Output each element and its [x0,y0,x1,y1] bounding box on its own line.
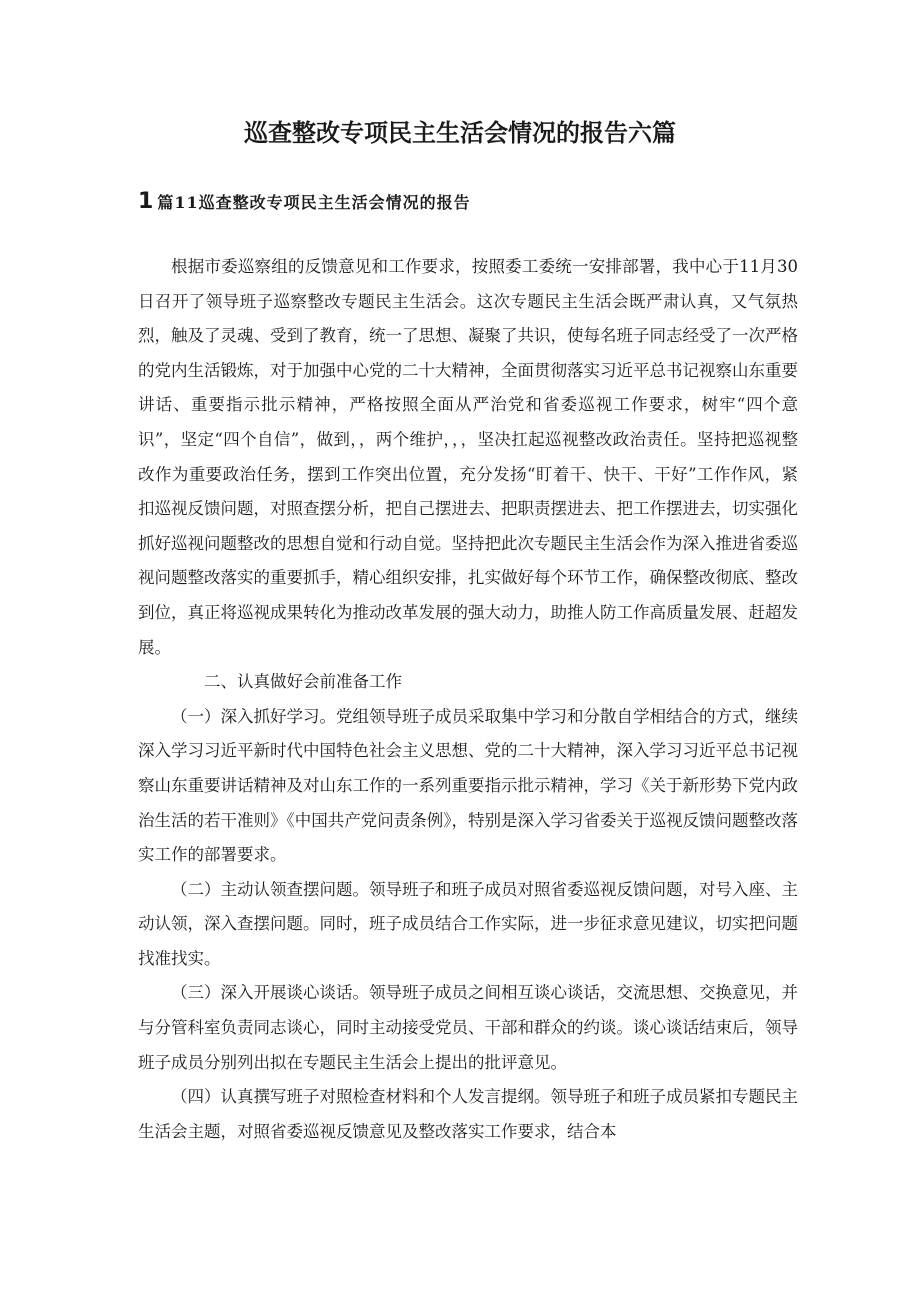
section-number: 1 [138,189,154,214]
paragraph-problems: （二）主动认领查摆问题。领导班子和班子成员对照省委巡视反馈问题，对号入座、主动认领，深入查摆问题。同时，班子成员结合工作实际，进一步征求意见建议，切实把问题找准找实。 [138,879,798,968]
paragraph-talks: （三）深入开展谈心谈话。领导班子成员之间相互谈心谈话，交流思想、交换意见，并与分管科室负责同志谈心，同时主动接受党员、干部和群众的约谈。谈心谈话结束后，领导班子成员分别列出拟在专题民主生活会上提出的批评意见。 [138,983,798,1072]
subheading-preparation: 二、认真做好会前准备工作 [204,672,402,692]
body-text [138,250,798,1149]
section-heading [138,188,471,217]
paragraph-study: （一）深入抓好学习。党组领导班子成员采取集中学习和分散自学相结合的方式，继续深入学习习近平新时代中国特色社会主义思想、党的二十大精神，深入学习习近平总书记视察山东重要讲话精神及对山东工作的一系列重要指示批示精神，学习《关于新形势下党内政治生活的若干准则》《中国共产党问责条例》，特别是深入学习省委关于巡视反馈问题整改落实工作的部署要求。 [138,706,798,865]
paragraph-intro: 根据市委巡察组的反馈意见和工作要求，按照委工委统一安排部署，我中心于11月30日召开了领导班子巡察整改专题民主生活会。这次专题民主生活会既严肃认真，又气氛热烈，触及了灵魂、受到了教育，统一了思想、凝聚了共识，使每名班子同志经受了一次严格的党内生活锻炼，对于加强中心党的二十大精神，全面贯彻落实习近平总书记视察山东重要讲话、重要指示批示精神，严格按照全面从严治党和省委巡视工作要求，树牢“四个意识”，坚定“四个自信”，做到，，两个维护，，，坚决扛起巡视整改政治责任。坚持把巡视整改作为重要政治任务，摆到工作突出位置，充分发扬“盯着干、快干、干好”工作作风，紧扣巡视反馈问题，对照查摆分析，把自己摆进去、把职责摆进去、把工作摆进去，切实强化抓好巡视问题整改的思想自觉和行动自觉。坚持把此次专题民主生活会作为深入推进省委巡视问题整改落实的重要抓手，精心组织安排，扎实做好每个环节工作，确保整改彻底、整改到位，真正将巡视成果转化为推动改革发展的强大动力，助推人防工作高质量发展、赶超发展。 [138,257,798,657]
section-heading-text: 篇11巡查整改专项民主生活会情况的报告 [157,193,471,212]
document-title: 巡查整改专项民主生活会情况的报告六篇 [244,119,676,147]
paragraph-materials: （四）认真撰写班子对照检查材料和个人发言提纲。领导班子和班子成员紧扣专题民主生活会主题，对照省委巡视反馈意见及整改落实工作要求，结合本 [138,1087,798,1141]
